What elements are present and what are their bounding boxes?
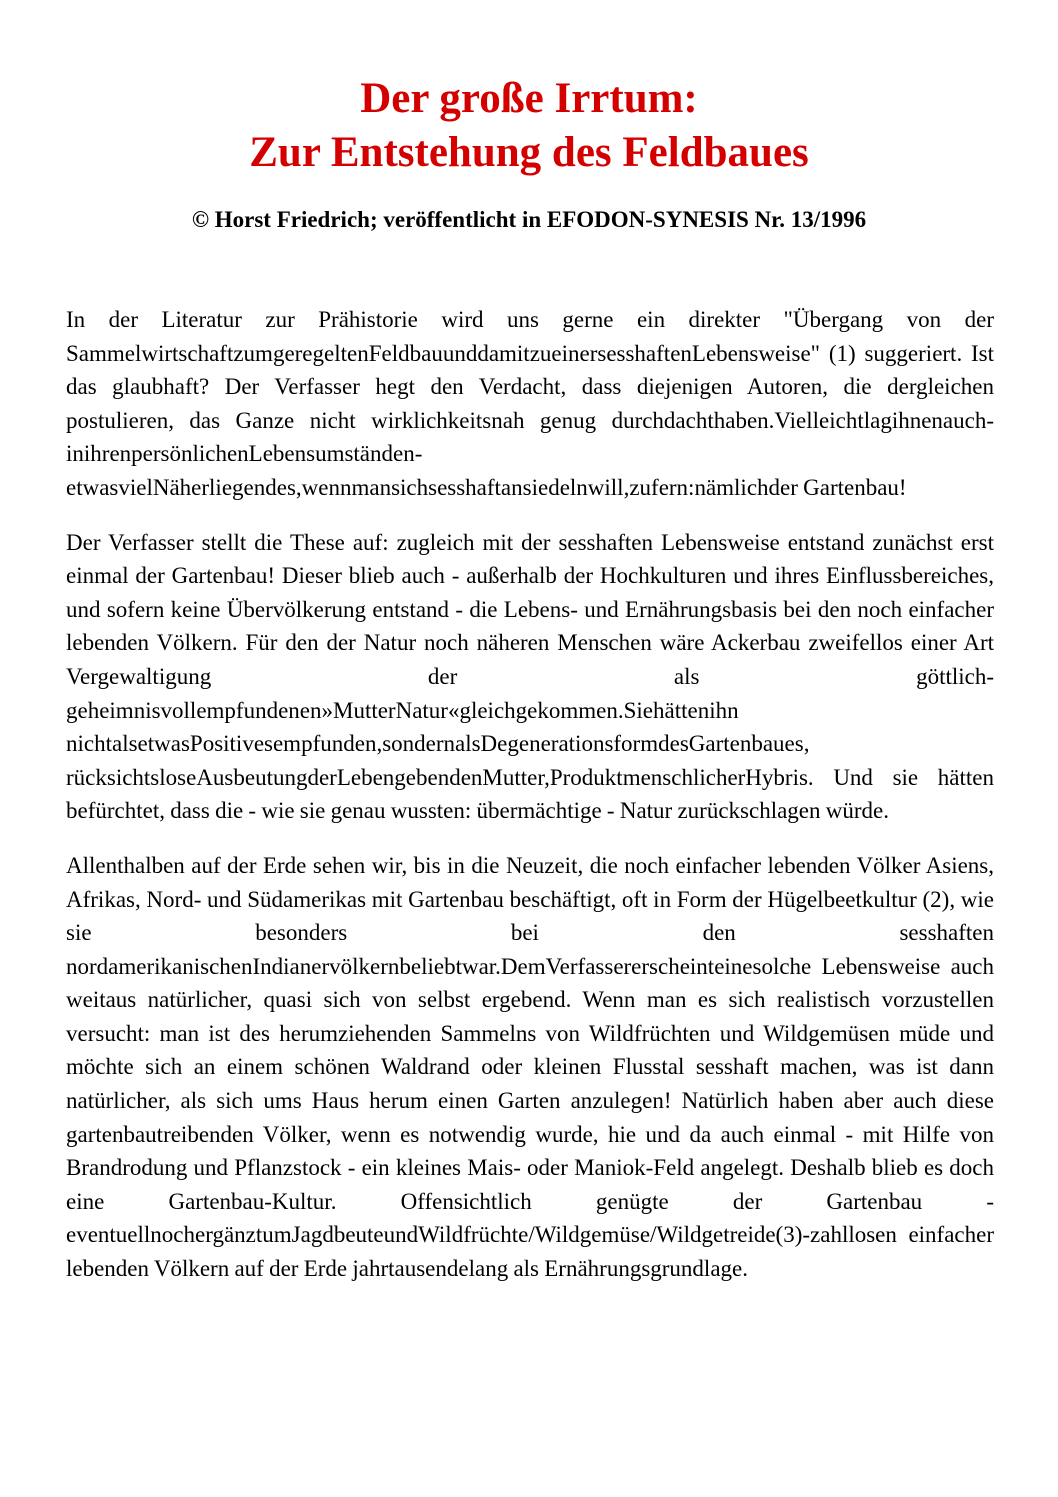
title-line-2: Zur Entstehung des Feldbaues	[249, 129, 809, 176]
body-paragraph-1: In der Literatur zur Prähistorie wird uns gerne ein direkter "Übergang von der SammelwirtschaftzumgeregeltenFeldbauunddamitzueinersesshaftenLebensweise" (1) suggeriert. Ist das glaubhaft? Der Verfasser hegt den Verdacht, dass diejenigen Autoren, die dergleichen postulieren, das Ganze nicht wirklichkeitsnah genug durchdachthaben.Vielleichtlagihnenauch-inihrenpersönlichenLebensumständen-etwasvielNäherliegendes,wennmansichsesshaftansiedelnwill,zufern:nämlichder Gartenbau!	[66, 307, 994, 500]
article-title	[0, 72, 1058, 180]
body-paragraph-3: Allenthalben auf der Erde sehen wir, bis in die Neuzeit, die noch einfacher lebenden Völker Asiens, Afrikas, Nord- und Südamerikas mit Gartenbau beschäftigt, oft in Form der Hügelbeetkultur (2), wie sie besonders bei den sesshaften nordamerikanischenIndianervölkernbeliebtwar.DemVerfassererscheinteinesolche Lebensweise auch weitaus natürlicher, quasi sich von selbst ergebend. Wenn man es sich realistisch vorzustellen versucht: man ist des herumziehenden Sammelns von Wildfrüchten und Wildgemüsen müde und möchte sich an einem schönen Waldrand oder kleinen Flusstal sesshaft machen, was ist dann natürlicher, als sich ums Haus herum einen Garten anzulegen! Natürlich haben aber auch diese gartenbautreibenden Völker, wenn es notwendig wurde, hie und da auch einmal - mit Hilfe von Brandrodung und Pflanzstock - ein kleines Mais- oder Maniok-Feld angelegt. Deshalb blieb es doch eine Gartenbau-Kultur. Offensichtlich genügte der Gartenbau - eventuellnochergänztumJagdbeuteundWildfrüchte/Wildgemüse/Wildgetreide(3)-zahllosen einfacher lebenden Völkern auf der Erde jahrtausendelang als Ernährungsgrundlage.	[66, 852, 994, 1282]
body-paragraph-2: Der Verfasser stellt die These auf: zugleich mit der sesshaften Lebensweise entstand zunächst erst einmal der Gartenbau! Dieser blieb auch - außerhalb der Hochkulturen und ihres Einflussbereiches, und sofern keine Übervölkerung entstand - die Lebens- und Ernährungsbasis bei den noch einfacher lebenden Völkern. Für den der Natur noch näheren Menschen wäre Ackerbau zweifellos einer Art Vergewaltigung der als göttlich-geheimnisvollempfundenen»MutterNatur«gleichgekommen.Siehättenihn nichtalsetwasPositivesempfunden,sondernalsDegenerationsformdesGartenbaues, rücksichtsloseAusbeutungderLebengebendenMutter,ProduktmenschlicherHybris. Und sie hätten befürchtet, dass die - wie sie genau wussten: übermächtige - Natur zurückschlagen würde.	[66, 529, 994, 824]
title-line-1: Der große Irrtum:	[360, 75, 698, 122]
author-byline: © Horst Friedrich; veröffentlicht in EFODON-SYNESIS Nr. 13/1996	[191, 207, 867, 232]
article-body	[66, 303, 994, 1307]
